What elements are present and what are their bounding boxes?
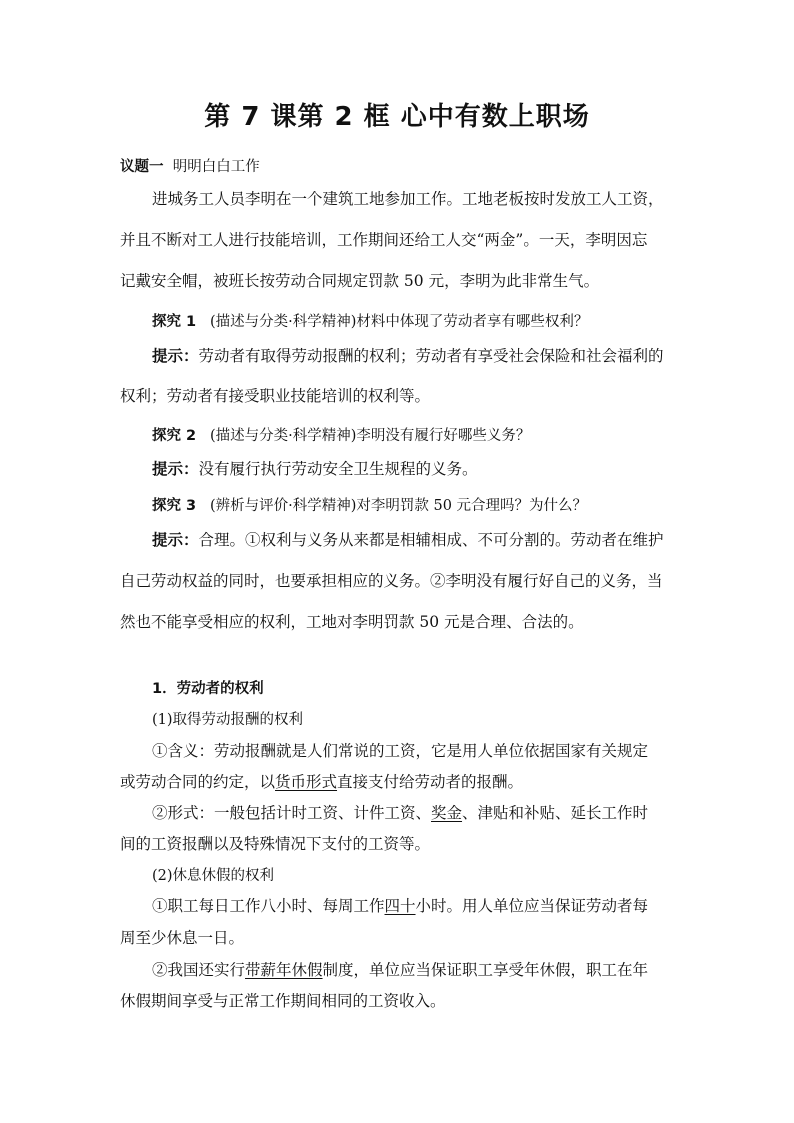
keyword-underlined: 奖金 xyxy=(431,804,463,822)
exploration-2-question: 探究 2 (描述与分类·科学精神)李明没有履行好哪些义务？ xyxy=(152,428,531,444)
paragraph-4a: ②我国还实行带薪年休假制度，单位应当保证职工享受年休假，职工在年 xyxy=(152,961,649,979)
hint-label: 提示： xyxy=(152,531,199,549)
exploration-3-question: 探究 3 (辨析与评价·科学精神)对李明罚款 50 元合理吗？为什么？ xyxy=(152,498,588,514)
subheading-1: (1)取得劳动报酬的权利 xyxy=(152,712,304,728)
keyword-underlined: 四十 xyxy=(384,897,416,915)
exploration-1-hint-cont: 权利；劳动者有接受职业技能培训的权利等。 xyxy=(120,387,431,405)
material-line-3: 记戴安全帽，被班长按劳动合同规定罚款 50 元，李明为此非常生气。 xyxy=(120,272,600,290)
subheading-2: (2)休息休假的权利 xyxy=(152,868,275,884)
paragraph-3a: ①职工每日工作八小时、每周工作四十小时。用人单位应当保证劳动者每 xyxy=(152,897,649,915)
exploration-1-question: 探究 1 (描述与分类·科学精神)材料中体现了劳动者享有哪些权利？ xyxy=(152,314,589,330)
exploration-1-hint: 提示：劳动者有取得劳动报酬的权利；劳动者有享受社会保险和社会福利的 xyxy=(152,347,664,365)
paragraph-1a: ①含义：劳动报酬就是人们常说的工资，它是用人单位依据国家有关规定 xyxy=(152,742,649,760)
exploration-3-label: 探究 3 xyxy=(152,498,197,514)
exploration-3-hint-cont-2: 然也不能享受相应的权利，工地对李明罚款 50 元是合理、合法的。 xyxy=(120,613,584,631)
hint-label: 提示： xyxy=(152,347,199,365)
paragraph-1b: 或劳动合同的约定，以货币形式直接支付给劳动者的报酬。 xyxy=(120,773,524,791)
keyword-underlined: 货币形式 xyxy=(275,773,338,791)
exploration-2-hint: 提示：没有履行执行劳动安全卫生规程的义务。 xyxy=(152,460,478,478)
exploration-3-hint: 提示：合理。①权利与义务从来都是相辅相成、不可分割的。劳动者在维护 xyxy=(152,531,664,549)
material-line-2: 并且不断对工人进行技能培训，工作期间还给工人交“两金”。一天，李明因忘 xyxy=(120,231,648,249)
exploration-1-label: 探究 1 xyxy=(152,314,197,330)
topic-name: 明明白白工作 xyxy=(172,159,260,175)
paragraph-2a: ②形式：一般包括计时工资、计件工资、奖金、津贴和补贴、延长工作时 xyxy=(152,804,649,822)
section-heading: 1．劳动者的权利 xyxy=(152,681,264,697)
exploration-2-label: 探究 2 xyxy=(152,428,197,444)
topic-line xyxy=(120,155,260,176)
paragraph-2b: 间的工资报酬以及特殊情况下支付的工资等。 xyxy=(120,835,431,853)
exploration-3-hint-cont-1: 自己劳动权益的同时，也要承担相应的义务。②李明没有履行好自己的义务，当 xyxy=(120,572,663,590)
page-title: 第 7 课第 2 框 心中有数上职场 xyxy=(204,102,590,132)
hint-label: 提示： xyxy=(152,460,199,478)
paragraph-4b: 休假期间享受与正常工作期间相同的工资收入。 xyxy=(120,992,446,1010)
material-line-1: 进城务工人员李明在一个建筑工地参加工作。工地老板按时发放工人工资， xyxy=(152,190,664,208)
topic-label: 议题一 xyxy=(120,159,164,175)
keyword-underlined: 带薪年休假 xyxy=(245,961,323,979)
paragraph-3b: 周至少休息一日。 xyxy=(120,929,245,947)
